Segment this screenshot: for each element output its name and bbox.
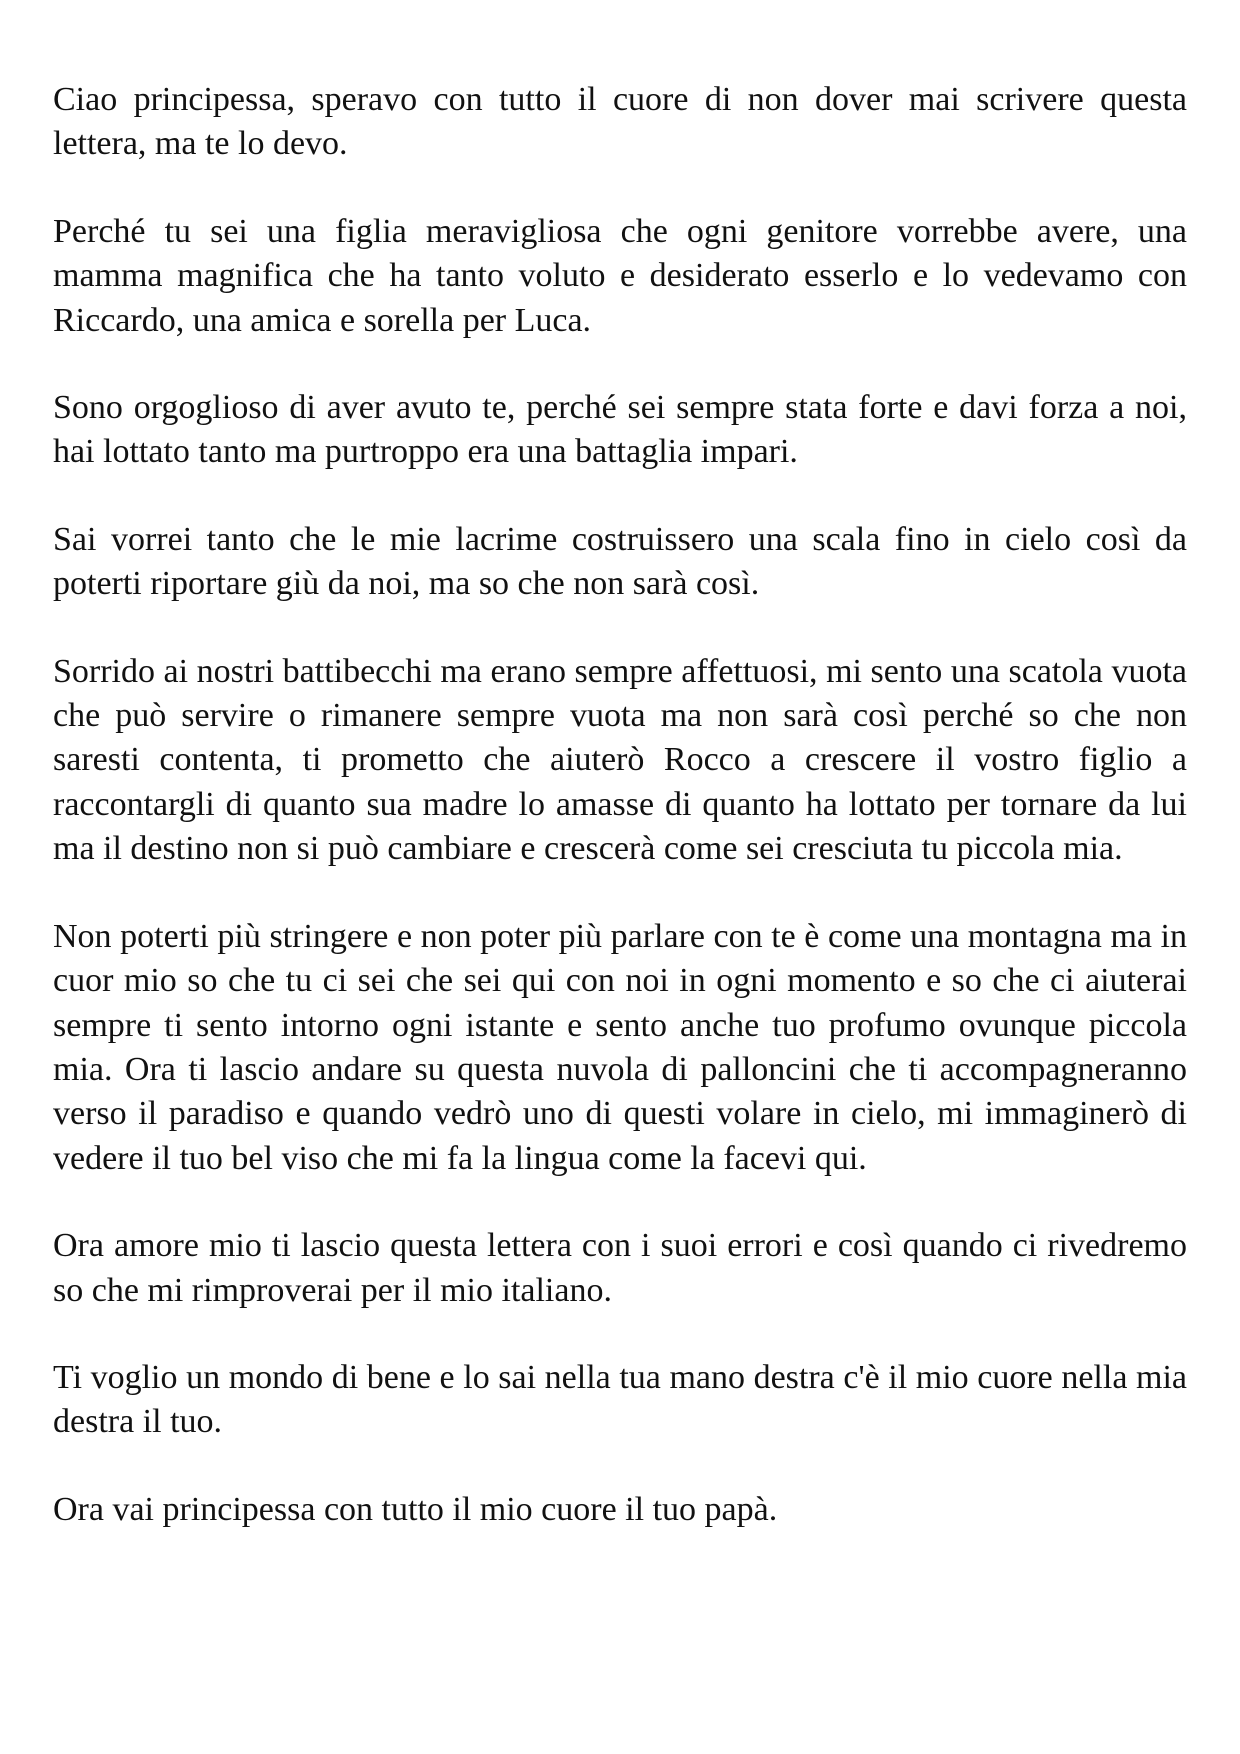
paragraph-proud: Sono orgoglioso di aver avuto te, perché sei sempre stata forte e davi forza a noi, hai lottato tanto ma purtroppo era una battaglia impari. xyxy=(53,389,1187,471)
paragraph-tears: Sai vorrei tanto che le mie lacrime costruissero una scala fino in cielo così da poterti riportare giù da noi, ma so che non sarà così. xyxy=(53,520,1187,603)
paragraph-daughter: Perché tu sei una figlia meravigliosa che ogni genitore vorrebbe avere, una mamma magnifica che ha tanto voluto e desiderato esserlo e lo vedevamo con Riccardo, una amica e sorella per Luca. xyxy=(53,212,1187,339)
letter-body xyxy=(53,78,1187,1532)
paragraph-errors: Ora amore mio ti lascio questa lettera con i suoi errori e così quando ci rivedremo so che mi rimproverai per il mio italiano. xyxy=(53,1227,1187,1309)
paragraph-love: Ti voglio un mondo di bene e lo sai nella tua mano destra c'è il mio cuore nella mia destra il tuo. xyxy=(53,1358,1187,1441)
paragraph-greeting: Ciao principessa, speravo con tutto il cuore di non dover mai scrivere questa lettera, ma te lo devo. xyxy=(53,81,1187,163)
paragraph-balloons: Non poterti più stringere e non poter più parlare con te è come una montagna ma in cuor mio so che tu ci sei che sei qui con noi in ogni momento e so che ci aiuterai sempre ti sento intorno ogni istante e sento anche tuo profumo ovunque piccola mia. Ora ti lascio andare su questa nuvola di palloncini che ti accompagneranno verso il paradiso e quando vedrò uno di questi volare in cielo, mi immaginerò di vedere il tuo bel viso che mi fa la lingua come la facevi qui. xyxy=(53,917,1187,1177)
paragraph-promise: Sorrido ai nostri battibecchi ma erano sempre affettuosi, mi sento una scatola vuota che può servire o rimanere sempre vuota ma non sarà così perché so che non saresti contenta, ti prometto che aiuterò Rocco a crescere il vostro figlio a raccontargli di quanto sua madre lo amasse di quanto ha lottato per tornare da lui ma il destino non si può cambiare e crescerà come sei cresciuta tu piccola mia. xyxy=(53,652,1187,868)
paragraph-closing: Ora vai principessa con tutto il mio cuore il tuo papà. xyxy=(53,1490,778,1528)
